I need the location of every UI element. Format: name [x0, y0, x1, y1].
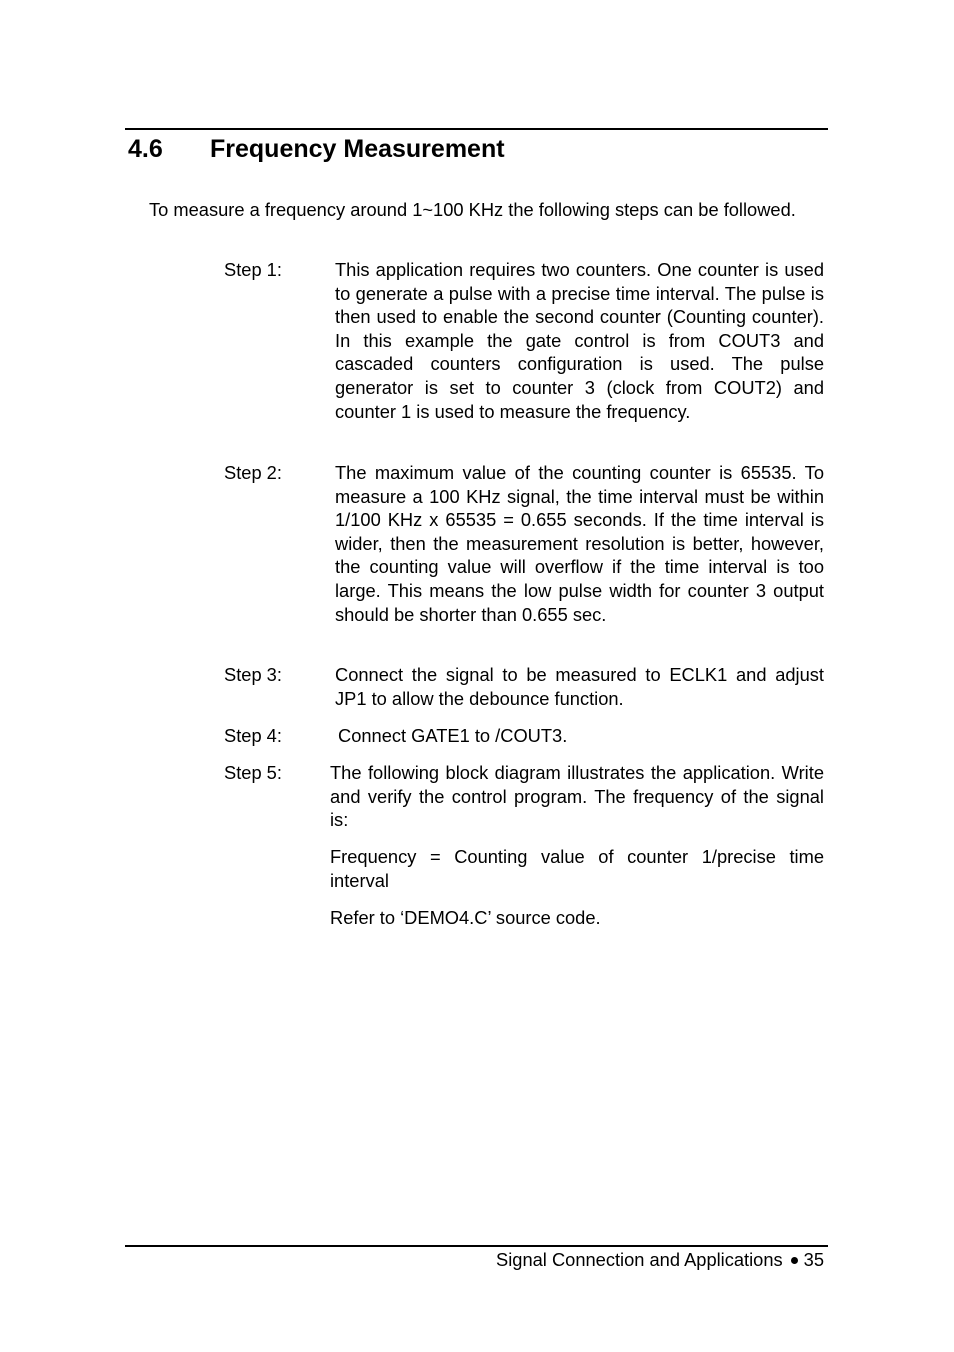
step-body	[335, 663, 824, 710]
page-number: 35	[803, 1249, 824, 1270]
step-label: Step 3:	[224, 664, 282, 685]
step-paragraph: Connect GATE1 to /COUT3.	[338, 725, 568, 746]
page-footer	[496, 1248, 824, 1272]
step-paragraph: The following block diagram illustrates the application. Write and verify the control program. The frequency of the signal is:	[330, 762, 824, 831]
bullet-icon	[791, 1257, 798, 1264]
step-body	[338, 724, 827, 748]
step-label: Step 1:	[224, 259, 282, 280]
step-body	[335, 258, 824, 423]
step-paragraph: The maximum value of the counting counter is 65535. To measure a 100 KHz signal, the time interval must be within 1/100 KHz x 65535 = 0.655 seconds. If the time interval is wider, then the measurement resolution is better, however, the counting value will overflow if the time interval is too large. This means the low pulse width for counter 3 output should be shorter than 0.655 sec.	[335, 462, 824, 625]
step-label: Step 5:	[224, 762, 282, 783]
step-label: Step 4:	[224, 725, 282, 746]
intro-paragraph: To measure a frequency around 1~100 KHz the following steps can be followed.	[149, 199, 796, 220]
header-rule	[125, 128, 828, 130]
footer-text: Signal Connection and Applications	[496, 1249, 783, 1270]
step-paragraph: Connect the signal to be measured to ECLK1 and adjust JP1 to allow the debounce function.	[335, 664, 824, 709]
step-body	[330, 761, 824, 929]
section-heading	[128, 133, 505, 165]
step-body	[335, 461, 824, 626]
step-paragraph: This application requires two counters. One counter is used to generate a pulse with a precise time interval. The pulse is then used to enable the second counter (Counting counter). In this example the gate control is from COUT3 and cascaded counters configuration is used. The pulse generator is set to counter 3 (clock from COUT2) and counter 1 is used to measure the frequency.	[335, 259, 824, 422]
footer-rule	[125, 1245, 828, 1247]
frequency-formula: Frequency = Counting value of counter 1/precise time interval	[330, 846, 824, 891]
section-number: 4.6	[128, 135, 163, 163]
step-label: Step 2:	[224, 462, 282, 483]
source-code-reference: Refer to ‘DEMO4.C’ source code.	[330, 906, 601, 928]
section-title: Frequency Measurement	[210, 135, 505, 163]
